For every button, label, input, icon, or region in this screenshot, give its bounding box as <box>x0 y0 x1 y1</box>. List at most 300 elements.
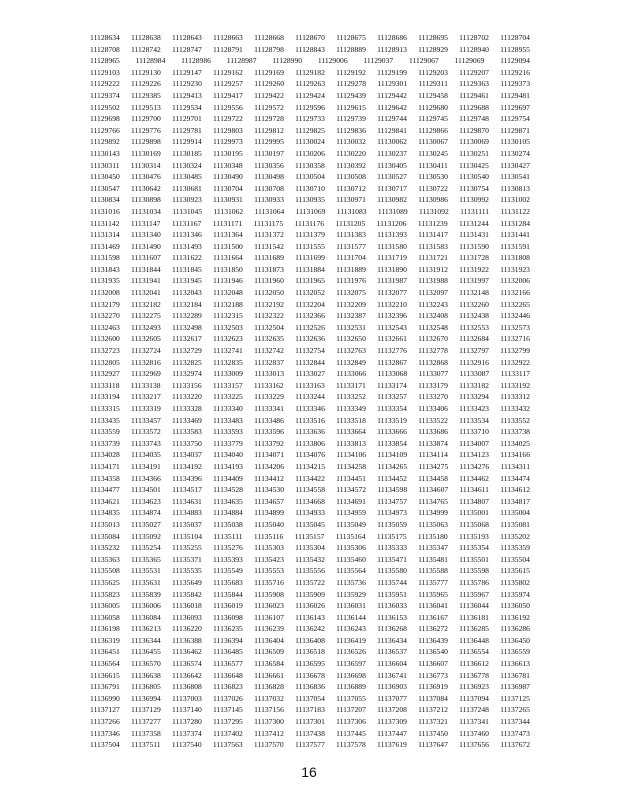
number-cell: 11129812 <box>254 125 284 135</box>
number-cell: 11136648 <box>213 670 243 680</box>
number-cell: 11132210 <box>377 299 407 309</box>
number-cell: 11136518 <box>295 647 325 657</box>
number-cell: 11136439 <box>418 635 448 645</box>
number-cell: 11136554 <box>459 647 489 657</box>
number-cell: 11129973 <box>213 137 243 147</box>
number-cell: 11136434 <box>377 635 407 645</box>
number-cell: 11137156 <box>254 705 284 715</box>
number-row <box>90 78 530 90</box>
number-cell: 11131469 <box>90 241 120 251</box>
number-cell: 11133244 <box>295 392 325 402</box>
number-cell: 11133874 <box>418 438 448 448</box>
number-cell: 11135471 <box>377 554 407 564</box>
number-cell: 11128791 <box>213 44 243 54</box>
number-cell: 11133340 <box>213 404 243 413</box>
number-cell: 11131205 <box>335 218 366 228</box>
number-cell: 11133229 <box>254 392 284 402</box>
number-cell: 11130504 <box>295 172 325 182</box>
number-cell: 11135508 <box>90 566 120 576</box>
number-cell: 11134366 <box>131 473 161 483</box>
number-cell: 11136167 <box>418 612 448 622</box>
number-cell: 11129067 <box>408 56 439 66</box>
number-cell: 11129192 <box>336 67 366 77</box>
number-cell: 11131441 <box>500 230 530 240</box>
number-cell: 11131873 <box>254 264 284 274</box>
number-cell: 11137077 <box>377 693 407 703</box>
number-cell: 11132729 <box>172 346 202 356</box>
number-cell: 11135504 <box>500 554 530 564</box>
number-cell: 11128742 <box>131 44 161 54</box>
number-cell: 11137540 <box>171 740 202 750</box>
number-cell: 11134109 <box>377 450 408 460</box>
number-cell: 11136638 <box>131 670 161 680</box>
number-cell: 11133013 <box>254 369 284 379</box>
number-cell: 11128686 <box>377 33 407 42</box>
number-cell: 11135359 <box>500 543 530 553</box>
number-cell: 11135556 <box>295 566 325 576</box>
number-cell: 11137277 <box>131 717 161 727</box>
number-cell: 11128990 <box>272 56 303 66</box>
number-cell: 11136615 <box>90 670 120 680</box>
number-cell: 11131889 <box>336 264 366 274</box>
number-row <box>90 612 530 624</box>
number-cell: 11133087 <box>459 369 490 379</box>
number-cell: 11128670 <box>295 33 325 42</box>
number-cell: 11130245 <box>418 148 448 158</box>
number-cell: 11137032 <box>254 693 284 703</box>
number-cell: 11132670 <box>418 334 448 344</box>
number-row <box>90 670 530 682</box>
number-cell: 11130485 <box>172 172 202 182</box>
number-cell: 11135736 <box>336 577 366 587</box>
number-cell: 11132322 <box>254 311 284 321</box>
number-cell: 11132927 <box>90 369 120 379</box>
number-cell: 11128638 <box>131 33 161 42</box>
number-row <box>90 32 530 44</box>
number-cell: 11133743 <box>131 438 161 448</box>
number-cell: 11137460 <box>459 728 489 738</box>
number-cell: 11134933 <box>295 508 325 518</box>
number-cell: 11129199 <box>377 67 407 77</box>
number-cell: 11129866 <box>418 125 448 135</box>
number-cell: 11133156 <box>171 380 202 390</box>
number-cell: 11136181 <box>459 612 489 622</box>
number-cell: 11134973 <box>377 508 407 518</box>
number-cell: 11128913 <box>377 44 407 54</box>
number-cell: 11135564 <box>336 566 366 576</box>
number-cell: 11134572 <box>336 485 367 495</box>
number-cell: 11131500 <box>213 241 243 251</box>
number-cell: 11133194 <box>90 392 120 402</box>
number-cell: 11137511 <box>131 740 161 750</box>
number-cell: 11131590 <box>459 241 489 251</box>
number-cell: 11135531 <box>131 566 161 576</box>
number-cell: 11137346 <box>90 728 120 738</box>
number-cell: 11134883 <box>172 508 202 518</box>
number-cell: 11135232 <box>90 543 120 553</box>
number-cell: 11135180 <box>417 531 448 541</box>
number-cell: 11137280 <box>172 717 202 727</box>
number-cell: 11130450 <box>90 172 120 182</box>
number-cell: 11133163 <box>294 380 325 390</box>
number-cell: 11131393 <box>377 230 407 240</box>
number-row <box>90 577 530 589</box>
number-cell: 11136450 <box>500 635 530 645</box>
number-cell: 11134631 <box>172 496 202 506</box>
number-cell: 11130712 <box>336 183 366 193</box>
number-cell: 11136031 <box>336 601 366 611</box>
number-cell: 11132289 <box>172 311 202 321</box>
number-cell: 11134835 <box>90 508 120 518</box>
number-cell: 11134874 <box>131 508 161 518</box>
number-cell: 11131244 <box>459 218 489 228</box>
number-cell: 11133027 <box>295 369 326 379</box>
number-cell: 11132148 <box>459 288 489 298</box>
number-cell: 11130923 <box>172 195 202 205</box>
number-cell: 11131941 <box>131 276 161 286</box>
number-cell: 11133118 <box>90 380 120 390</box>
number-cell: 11129615 <box>336 102 366 112</box>
number-cell: 11133066 <box>336 369 367 379</box>
number-row <box>90 449 530 461</box>
number-row <box>90 67 530 79</box>
number-cell: 11131379 <box>295 230 325 240</box>
number-cell: 11134191 <box>131 461 161 471</box>
number-cell: 11136023 <box>254 601 284 611</box>
number-cell: 11129642 <box>377 102 407 112</box>
number-cell: 11130274 <box>500 148 530 158</box>
number-cell: 11132315 <box>213 311 243 321</box>
number-row <box>90 461 530 473</box>
number-cell: 11137301 <box>295 717 325 727</box>
number-cell: 11130143 <box>90 148 120 158</box>
number-cell: 11135929 <box>336 589 366 599</box>
number-cell: 11130642 <box>131 183 161 193</box>
number-cell: 11135974 <box>500 589 530 599</box>
number-row <box>90 136 530 148</box>
number-row <box>90 693 530 705</box>
number-cell: 11133138 <box>130 380 161 390</box>
number-cell: 11131490 <box>131 241 161 251</box>
number-cell: 11135909 <box>295 589 325 599</box>
number-cell: 11128643 <box>172 33 202 42</box>
number-cell: 11133220 <box>172 392 202 402</box>
number-cell: 11132741 <box>213 346 243 356</box>
number-row <box>90 310 530 322</box>
number-row <box>90 148 530 160</box>
number-cell: 11133664 <box>336 427 366 437</box>
number-cell: 11130971 <box>336 195 366 205</box>
number-cell: 11132573 <box>500 322 530 332</box>
number-cell: 11137125 <box>500 693 530 703</box>
number-cell: 11136192 <box>500 612 530 622</box>
number-row <box>90 252 530 264</box>
number-cell: 11132600 <box>90 334 120 344</box>
number-cell: 11136243 <box>336 624 366 634</box>
number-cell: 11136026 <box>295 601 325 611</box>
number-cell: 11134517 <box>172 485 202 495</box>
number-cell: 11137647 <box>418 740 448 750</box>
number-row <box>90 218 530 230</box>
number-cell: 11134311 <box>500 461 530 471</box>
number-cell: 11133435 <box>90 415 120 425</box>
number-cell: 11133739 <box>90 438 120 448</box>
number-cell: 11132493 <box>131 322 161 332</box>
number-cell: 11132504 <box>254 322 284 332</box>
number-cell: 11133182 <box>459 380 489 390</box>
number-cell: 11133077 <box>418 369 449 379</box>
number-row <box>90 554 530 566</box>
number-cell: 11135716 <box>254 577 284 587</box>
number-row <box>90 160 530 172</box>
number-cell: 11131699 <box>295 253 325 263</box>
number-cell: 11137672 <box>500 740 530 750</box>
number-cell: 11133068 <box>377 369 408 379</box>
number-cell: 11133270 <box>418 392 448 402</box>
number-cell: 11133354 <box>377 404 407 413</box>
number-cell: 11129744 <box>377 114 407 124</box>
number-cell: 11135303 <box>254 543 284 553</box>
number-row <box>90 90 530 102</box>
number-cell: 11131383 <box>336 230 366 240</box>
number-cell: 11134193 <box>213 461 243 471</box>
number-cell: 11131845 <box>172 264 202 274</box>
number-cell: 11133469 <box>172 415 202 425</box>
number-cell: 11136220 <box>172 624 202 634</box>
number-cell: 11131728 <box>459 253 489 263</box>
number-row <box>90 287 530 299</box>
number-cell: 11132763 <box>336 346 366 356</box>
number-cell: 11129572 <box>254 102 284 112</box>
number-cell: 11128940 <box>459 44 489 54</box>
number-cell: 11131689 <box>254 253 284 263</box>
number-cell: 11136419 <box>336 635 366 645</box>
number-cell: 11136577 <box>213 659 243 669</box>
number-cell: 11129680 <box>418 102 448 112</box>
number-row <box>90 565 530 577</box>
number-cell: 11132724 <box>131 346 161 356</box>
number-cell: 11130314 <box>130 160 161 170</box>
number-cell: 11132408 <box>418 311 448 321</box>
number-cell: 11129182 <box>295 67 325 77</box>
number-cell: 11132635 <box>254 334 284 344</box>
number-cell: 11137265 <box>500 705 530 715</box>
number-cell: 11132396 <box>377 311 407 321</box>
number-cell: 11133009 <box>213 369 243 379</box>
number-cell: 11131069 <box>295 206 326 216</box>
number-cell: 11130508 <box>336 172 366 182</box>
number-cell: 11133483 <box>213 415 243 425</box>
number-cell: 11131987 <box>377 276 407 286</box>
number-cell: 11129841 <box>377 125 407 135</box>
number-cell: 11129222 <box>90 79 120 89</box>
number-cell: 11135967 <box>459 589 489 599</box>
number-cell: 11132052 <box>295 288 325 298</box>
number-cell: 11128708 <box>90 44 120 54</box>
number-cell: 11133171 <box>336 380 366 390</box>
number-row <box>90 623 530 635</box>
number-cell: 11135004 <box>500 508 530 518</box>
number-cell: 11133686 <box>418 427 448 437</box>
number-cell: 11130931 <box>213 195 243 205</box>
number-cell: 11134623 <box>131 496 161 506</box>
number-cell: 11132531 <box>336 322 366 332</box>
number-cell: 11133593 <box>213 427 243 437</box>
number-cell: 11136828 <box>254 682 284 692</box>
number-cell: 11134621 <box>90 496 120 506</box>
number-cell: 11133738 <box>500 427 530 437</box>
number-cell: 11136213 <box>131 624 161 634</box>
number-cell: 11134477 <box>90 485 120 495</box>
number-cell: 11133328 <box>172 404 202 413</box>
number-cell: 11132188 <box>213 299 243 309</box>
number-cell: 11135802 <box>500 577 530 587</box>
number-cell: 11129754 <box>500 114 530 124</box>
number-cell: 11131622 <box>172 253 202 263</box>
number-cell: 11132805 <box>90 357 120 367</box>
number-cell: 11134458 <box>418 473 448 483</box>
number-cell: 11136559 <box>500 647 530 657</box>
number-cell: 11134106 <box>336 450 367 460</box>
number-cell: 11129069 <box>454 56 485 66</box>
number-cell: 11130185 <box>172 148 202 158</box>
number-cell: 11129697 <box>500 102 530 112</box>
number-cell: 11132050 <box>254 288 284 298</box>
number-cell: 11137578 <box>336 740 366 750</box>
number-cell: 11131147 <box>130 218 161 228</box>
number-cell: 11135254 <box>131 543 161 553</box>
number-cell: 11132097 <box>418 288 448 298</box>
number-cell: 11132723 <box>90 346 120 356</box>
number-cell: 11135580 <box>377 566 407 576</box>
number-cell: 11134396 <box>172 473 202 483</box>
number-cell: 11130540 <box>459 172 489 182</box>
number-cell: 11129870 <box>459 125 489 135</box>
number-cell: 11135081 <box>500 519 530 529</box>
number-cell: 11136098 <box>213 612 243 622</box>
number-row <box>90 658 530 670</box>
number-cell: 11136987 <box>500 682 530 692</box>
number-cell: 11130704 <box>213 183 243 193</box>
number-row <box>90 322 530 334</box>
number-cell: 11134691 <box>336 496 366 506</box>
number-cell: 11137055 <box>336 693 366 703</box>
number-cell: 11135001 <box>459 508 489 518</box>
number-cell: 11137207 <box>336 705 366 715</box>
number-cell: 11137183 <box>295 705 325 715</box>
number-cell: 11134276 <box>459 461 490 471</box>
number-row <box>90 542 530 554</box>
number-cell: 11135333 <box>377 543 407 553</box>
number-row <box>90 380 530 392</box>
number-cell: 11132209 <box>336 299 366 309</box>
number-cell: 11136889 <box>336 682 366 692</box>
number-cell: 11130405 <box>377 160 407 170</box>
number-cell: 11131111 <box>460 206 490 216</box>
number-cell: 11132835 <box>213 357 243 367</box>
number-cell: 11128986 <box>181 56 211 66</box>
number-cell: 11137003 <box>172 693 202 703</box>
number-cell: 11136448 <box>459 635 489 645</box>
number-cell: 11131945 <box>172 276 202 286</box>
number-cell: 11129147 <box>172 67 202 77</box>
number-cell: 11132077 <box>377 288 407 298</box>
number-cell: 11133534 <box>459 415 489 425</box>
number-cell: 11132463 <box>90 322 120 332</box>
number-cell: 11129230 <box>172 79 202 89</box>
number-cell: 11137619 <box>377 740 407 750</box>
number-cell: 11131016 <box>90 206 120 216</box>
number-row <box>90 102 530 114</box>
number-cell: 11133779 <box>213 438 243 448</box>
number-cell: 11135092 <box>131 531 161 541</box>
number-cell: 11134123 <box>459 450 489 460</box>
number-cell: 11129257 <box>213 79 243 89</box>
number-cell: 11136808 <box>172 682 202 692</box>
number-cell: 11135481 <box>418 554 448 564</box>
number-cell: 11129458 <box>418 90 448 100</box>
number-cell: 11135104 <box>172 531 202 541</box>
number-cell: 11131083 <box>336 206 367 216</box>
number-cell: 11134611 <box>459 485 489 495</box>
number-cell: 11134612 <box>500 485 530 495</box>
number-cell: 11132526 <box>295 322 325 332</box>
number-cell: 11135839 <box>131 589 161 599</box>
number-cell: 11134807 <box>459 496 489 506</box>
number-cell: 11129556 <box>213 102 243 112</box>
number-cell: 11131890 <box>377 264 407 274</box>
number-cell: 11129226 <box>131 79 161 89</box>
number-cell: 11129006 <box>317 56 348 66</box>
number-cell: 11135038 <box>213 519 243 529</box>
number-cell: 11133552 <box>500 415 530 425</box>
number-cell: 11130490 <box>213 172 243 182</box>
number-cell: 11136084 <box>131 612 161 622</box>
number-cell: 11135347 <box>418 543 448 553</box>
number-cell: 11136107 <box>254 612 284 622</box>
number-cell: 11137656 <box>459 740 489 750</box>
number-cell: 11129698 <box>90 114 120 124</box>
number-cell: 11135786 <box>459 577 489 587</box>
number-cell: 11131960 <box>254 276 284 286</box>
number-cell: 11136741 <box>377 670 407 680</box>
number-cell: 11134635 <box>213 496 243 506</box>
number-cell: 11136773 <box>418 670 448 680</box>
number-cell: 11132366 <box>295 311 325 321</box>
number-cell: 11130834 <box>90 195 120 205</box>
number-cell: 11134412 <box>254 473 284 483</box>
number-cell: 11137402 <box>213 728 243 738</box>
number-row <box>90 519 530 531</box>
number-cell: 11135363 <box>90 554 120 564</box>
number-cell: 11132498 <box>172 322 202 332</box>
number-cell: 11136574 <box>172 659 202 669</box>
number-cell: 11131988 <box>418 276 448 286</box>
number-cell: 11131922 <box>459 264 489 274</box>
number-cell: 11132446 <box>500 311 530 321</box>
number-cell: 11131364 <box>213 230 243 240</box>
number-cell: 11128987 <box>226 56 257 66</box>
number-row <box>90 113 530 125</box>
number-cell: 11128702 <box>459 33 489 42</box>
number-cell: 11136564 <box>90 659 120 669</box>
number-cell: 11130527 <box>377 172 407 182</box>
number-cell: 11137447 <box>377 728 407 738</box>
number-cell: 11134171 <box>90 461 120 471</box>
number-cell: 11135722 <box>295 577 325 587</box>
number-cell: 11131542 <box>254 241 284 251</box>
number-cell: 11133257 <box>377 392 407 402</box>
